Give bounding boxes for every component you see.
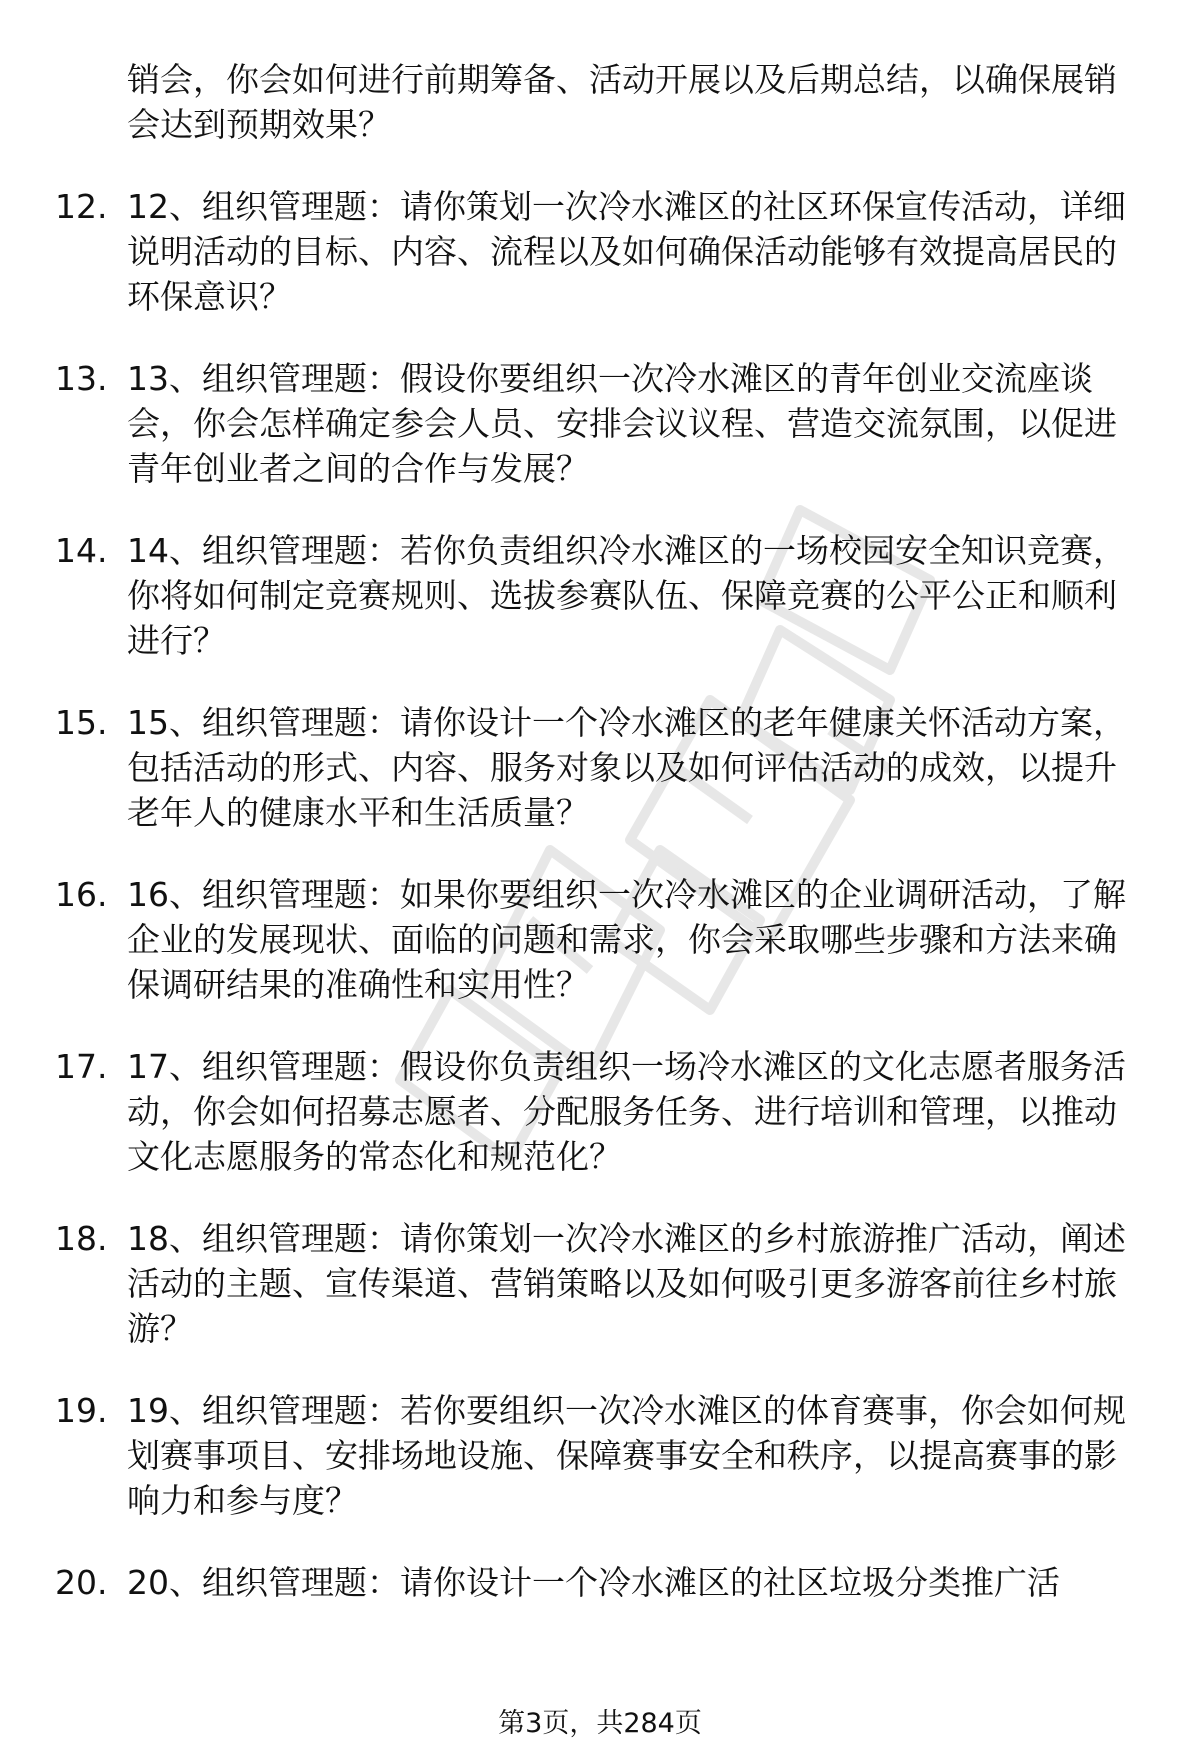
list-item (0, 1044, 1200, 1179)
item-text: 13、组织管理题：假设你要组织一次冷水滩区的青年创业交流座谈会，你会怎样确定参会人员、安排会议议程、营造交流氛围，以促进青年创业者之间的合作与发展？ (127, 359, 1117, 488)
list-item (0, 700, 1200, 835)
item-text: 销会，你会如何进行前期筹备、活动开展以及后期总结，以确保展销会达到预期效果？ (127, 60, 1117, 144)
list-item (0, 1388, 1200, 1523)
list-item (0, 57, 1200, 147)
item-text: 16、组织管理题：如果你要组织一次冷水滩区的企业调研活动，了解企业的发展现状、面临的问题和需求，你会采取哪些步骤和方法来确保调研结果的准确性和实用性？ (127, 875, 1126, 1004)
item-text: 14、组织管理题：若你负责组织冷水滩区的一场校园安全知识竞赛，你将如何制定竞赛规则、选拔参赛队伍、保障竞赛的公平公正和顺利进行？ (127, 531, 1126, 660)
item-number: 14. (55, 531, 108, 570)
item-number: 17. (55, 1047, 108, 1086)
item-text: 18、组织管理题：请你策划一次冷水滩区的乡村旅游推广活动，阐述活动的主题、宣传渠道、营销策略以及如何吸引更多游客前往乡村旅游？ (127, 1219, 1126, 1348)
list-item (0, 184, 1200, 319)
list-item (0, 872, 1200, 1007)
item-number: 16. (55, 875, 108, 914)
item-text: 20、组织管理题：请你设计一个冷水滩区的社区垃圾分类推广活 (127, 1563, 1060, 1602)
list-item (0, 1560, 1200, 1605)
list-item (0, 528, 1200, 663)
item-text: 12、组织管理题：请你策划一次冷水滩区的社区环保宣传活动，详细说明活动的目标、内容、流程以及如何确保活动能够有效提高居民的环保意识？ (127, 187, 1126, 316)
list-item (0, 1216, 1200, 1351)
page-footer: 第3页，共284页 (498, 1708, 702, 1739)
question-list (0, 57, 1200, 1642)
item-text: 19、组织管理题：若你要组织一次冷水滩区的体育赛事，你会如何规划赛事项目、安排场地设施、保障赛事安全和秩序，以提高赛事的影响力和参与度？ (127, 1391, 1126, 1520)
item-number: 19. (55, 1391, 108, 1430)
item-text: 17、组织管理题：假设你负责组织一场冷水滩区的文化志愿者服务活动，你会如何招募志愿者、分配服务任务、进行培训和管理，以推动文化志愿服务的常态化和规范化？ (127, 1047, 1126, 1176)
list-item (0, 356, 1200, 491)
item-number: 13. (55, 359, 108, 398)
item-number: 18. (55, 1219, 108, 1258)
item-text: 15、组织管理题：请你设计一个冷水滩区的老年健康关怀活动方案，包括活动的形式、内容、服务对象以及如何评估活动的成效，以提升老年人的健康水平和生活质量？ (127, 703, 1126, 832)
item-number: 12. (55, 187, 108, 226)
item-number: 15. (55, 703, 108, 742)
item-number: 20. (55, 1563, 108, 1602)
